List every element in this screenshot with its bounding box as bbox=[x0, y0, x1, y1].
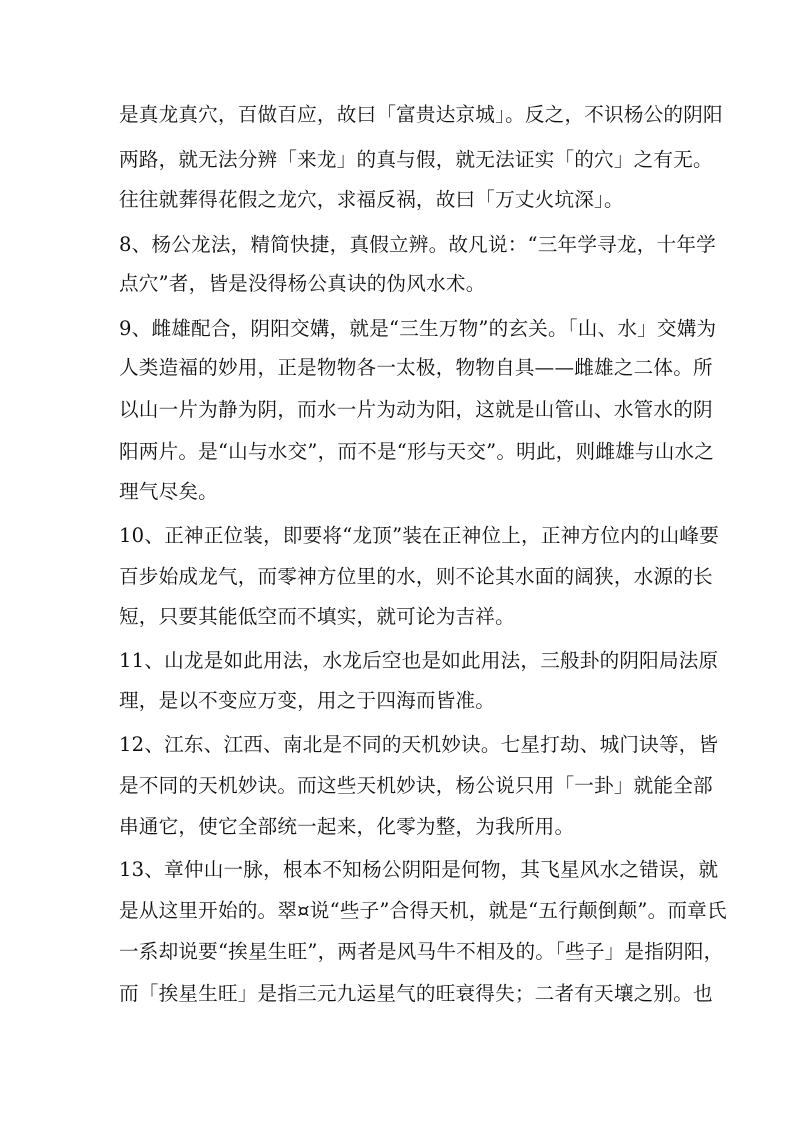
text-line-15: 理，是以不变应万变，用之于四海而皆准。 bbox=[119, 689, 496, 712]
text-line-1: 是真龙真穴，百做百应，故曰「富贵达京城」。反之，不识杨公的阴阳 bbox=[119, 103, 723, 126]
text-line-11: 10、正神正位装，即要将“龙顶”装在正神位上，正神方位内的山峰要 bbox=[119, 524, 719, 547]
text-line-5: 点穴”者，皆是没得杨公真诀的伪风水术。 bbox=[119, 272, 486, 295]
text-line-18: 串通它，使它全部统一起来，化零为整，为我所用。 bbox=[119, 815, 575, 838]
text-line-4: 8、杨公龙法，精简快捷，真假立辨。故凡说：“三年学寻龙，十年学 bbox=[119, 233, 716, 256]
text-line-22: 而「挨星生旺」是指三元九运星气的旺衰得失；二者有天壤之别。也 bbox=[119, 982, 713, 1005]
text-line-21: 一系却说要“挨星生旺”，两者是风马牛不相及的。「些子」是指阴阳， bbox=[119, 940, 724, 963]
text-line-14: 11、山龙是如此用法，水龙后空也是如此用法，三般卦的阴阳局法原 bbox=[119, 649, 719, 672]
text-line-17: 是不同的天机妙诀。而这些天机妙诀，杨公说只用「一卦」就能全部 bbox=[119, 774, 713, 797]
text-line-3: 往往就葬得花假之龙穴，求福反祸，故曰「万丈火坑深」。 bbox=[119, 188, 624, 211]
text-line-12: 百步始成龙气，而零神方位里的水，则不论其水面的阔狭，水源的长 bbox=[119, 565, 713, 588]
text-line-16: 12、江东、江西、南北是不同的天机妙诀。七星打劫、城门诀等，皆 bbox=[119, 733, 719, 756]
text-line-7: 人类造福的妙用，正是物物各一太极，物物自具——雌雄之二体。所 bbox=[119, 356, 713, 379]
text-line-8: 以山一片为静为阴，而水一片为动为阳，这就是山管山、水管水的阴 bbox=[119, 398, 713, 421]
text-line-9: 阳两片。是“山与水交”，而不是“形与天交”。明此，则雌雄与山水之 bbox=[119, 440, 715, 463]
text-line-19: 13、章仲山一脉，根本不知杨公阴阳是何物，其飞星风水之错误，就 bbox=[119, 858, 719, 881]
text-line-2: 两路，就无法分辨「来龙」的真与假，就无法证实「的穴」之有无。 bbox=[119, 148, 713, 171]
text-line-10: 理气尽矣。 bbox=[119, 480, 218, 503]
text-line-13: 短，只要其能低空而不填实，就可论为吉祥。 bbox=[119, 605, 515, 628]
text-line-20: 是从这里开始的。翠¤说“些子”合得天机，就是“五行颠倒颠”。而章氏 bbox=[119, 899, 727, 922]
text-line-6: 9、雌雄配合，阴阳交媾，就是“三生万物”的玄关。「山、水」交媾为 bbox=[119, 317, 717, 340]
